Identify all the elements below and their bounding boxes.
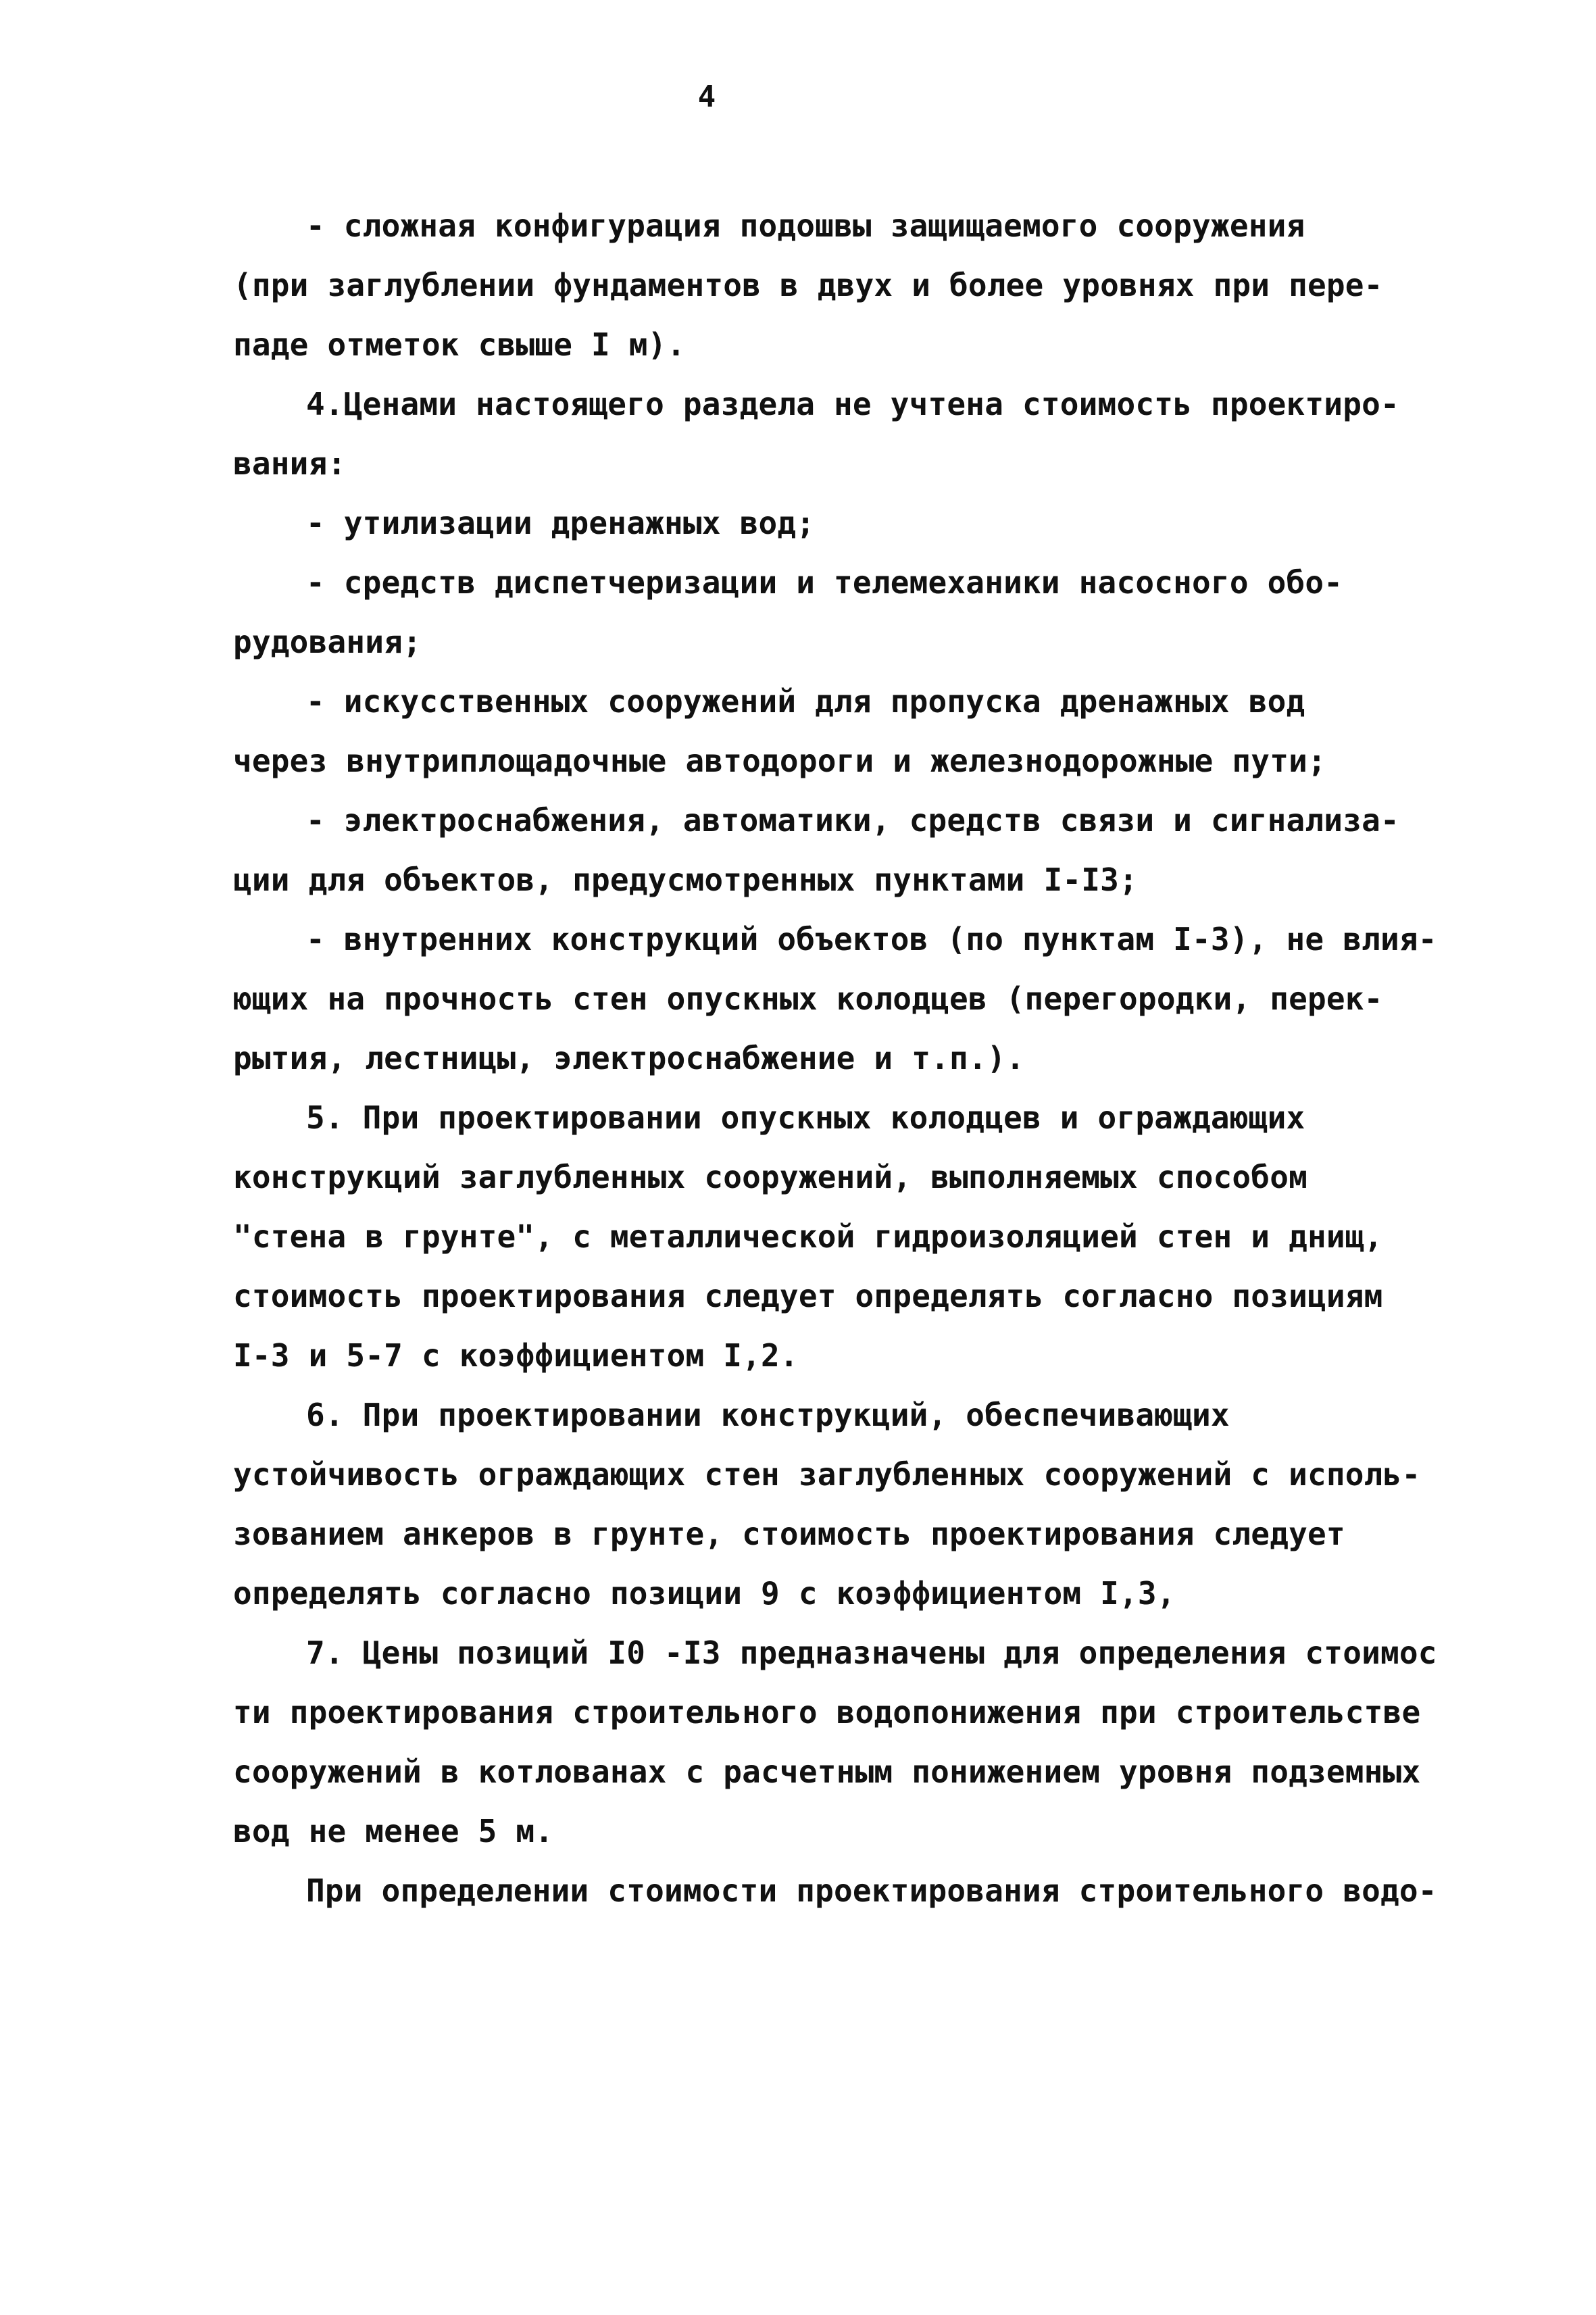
text-line: стоимость проектирования следует определять согласно позициям: [233, 1278, 1383, 1314]
text-line: ющих на прочность стен опускных колодцев (перегородки, перек-: [233, 980, 1383, 1017]
text-line: 5. При проектировании опускных колодцев и ограждающих: [306, 1099, 1305, 1136]
text-line: устойчивость ограждающих стен заглубленных сооружений с исполь-: [233, 1456, 1421, 1493]
text-line: рудования;: [233, 624, 422, 660]
text-line: - утилизации дренажных вод;: [306, 505, 816, 541]
text-line: определять согласно позиции 9 с коэффициентом I,3,: [233, 1575, 1176, 1612]
text-line: (при заглублении фундаментов в двух и более уровнях при пере-: [233, 267, 1383, 303]
text-line: - средств диспетчеризации и телемеханики насосного обо-: [306, 564, 1343, 601]
text-line: "стена в грунте", с металлической гидроизоляцией стен и днищ,: [233, 1218, 1383, 1255]
text-line: ции для объектов, предусмотренных пунктами I-I3;: [233, 862, 1138, 898]
text-line: рытия, лестницы, электроснабжение и т.п.).: [233, 1040, 1025, 1076]
text-line: вания:: [233, 445, 347, 482]
text-line: - сложная конфигурация подошвы защищаемого сооружения: [306, 207, 1305, 244]
text-line: 7. Цены позиций I0 -I3 предназначены для определения стоимос: [306, 1635, 1437, 1671]
text-line: зованием анкеров в грунте, стоимость проектирования следует: [233, 1516, 1345, 1552]
text-line: - электроснабжения, автоматики, средств связи и сигнализа-: [306, 802, 1399, 839]
text-line: ти проектирования строительного водопонижения при строительстве: [233, 1694, 1421, 1731]
text-line: При определении стоимости проектирования строительного водо-: [306, 1872, 1437, 1909]
text-line: 4.Ценами настоящего раздела не учтена стоимость проектиро-: [306, 386, 1399, 422]
text-line: I-3 и 5-7 с коэффициентом I,2.: [233, 1337, 799, 1374]
text-line: вод не менее 5 м.: [233, 1813, 554, 1849]
text-line: паде отметок свыше I м).: [233, 326, 686, 363]
page-number: 4: [697, 80, 717, 114]
text-line: конструкций заглубленных сооружений, выполняемых способом: [233, 1159, 1307, 1195]
text-line: - искусственных сооружений для пропуска дренажных вод: [306, 683, 1305, 720]
text-line: через внутриплощадочные автодороги и железнодорожные пути;: [233, 743, 1326, 779]
text-line: - внутренних конструкций объектов (по пунктам I-3), не влия-: [306, 921, 1437, 957]
text-line: сооружений в котлованах с расчетным понижением уровня подземных: [233, 1753, 1421, 1790]
text-line: 6. При проектировании конструкций, обеспечивающих: [306, 1397, 1230, 1433]
